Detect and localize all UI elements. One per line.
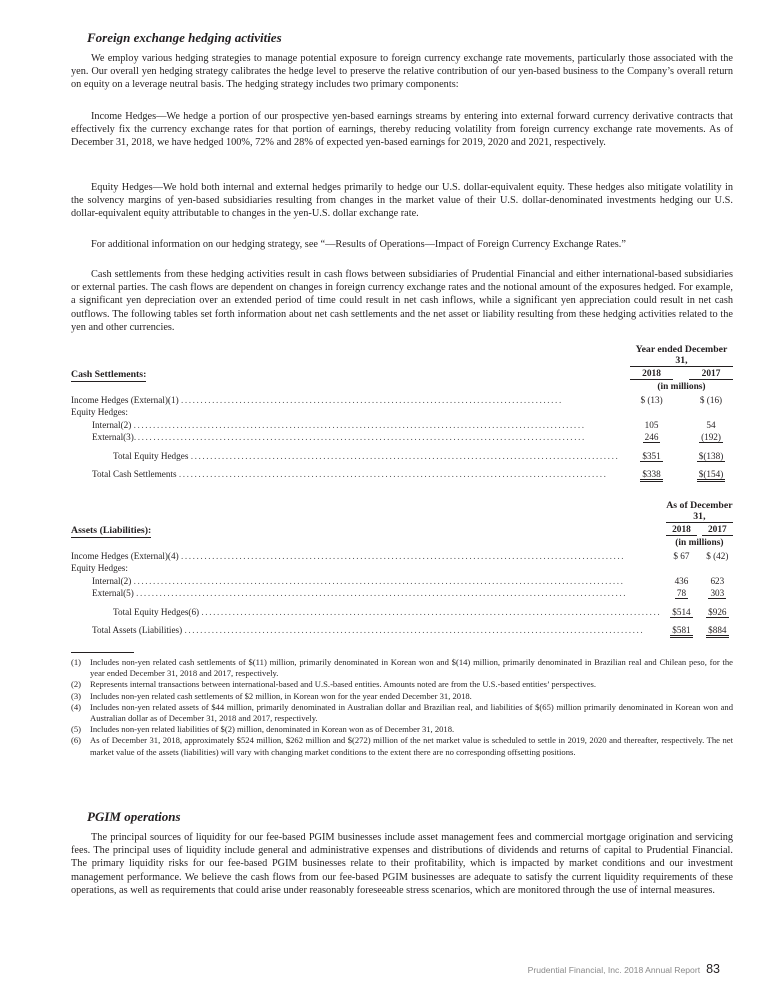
report-title: Prudential Financial, Inc. 2018 Annual Report: [527, 965, 701, 975]
value-2018: 246: [644, 432, 659, 442]
table-row: Total Assets (Liabilities) ...................................................................................................................... $581 $884: [71, 623, 733, 636]
paragraph-equity-hedges: Equity Hedges—We hold both internal and external hedges primarily to hedge our U.S. dollar-equivalent equity. These hedges also mitigate volatility in the solvency margins of yen-based subsidiaries resulting from changes in the market value of their U.S. dollar-denominated investments hedging our U.S. dollar-equivalent equity attributable to changes in the yen-U.S. dollar exchange rate.: [71, 182, 733, 220]
footnote-text: Includes non-yen related liabilities of $(2) million, denominated in Korean won as of December 31, 2018.: [90, 724, 455, 735]
footnote-number: (1): [71, 657, 82, 667]
year-header-2017: 2017: [702, 525, 733, 536]
footnote-text: Includes non-yen related cash settlements of $2 million, in Korean won for the year ended December 31, 2018.: [90, 690, 472, 701]
footnote-number: (3): [71, 690, 82, 701]
year-header-2017: 2017: [689, 369, 733, 380]
row-label: Income Hedges (External)(1): [71, 394, 179, 405]
row-label: Equity Hedges:: [71, 407, 128, 417]
value-2018: 436: [674, 575, 689, 586]
footnote: [71, 679, 733, 690]
table-row: [71, 405, 733, 418]
row-label: Total Equity Hedges: [113, 450, 189, 461]
paragraph-income-hedges: Income Hedges—We hedge a portion of our prospective yen-based earnings streams by entering into external forward currency derivative contracts that effectively fix the currency exchange rates for that portion of earnings, thereby reducing volatility from foreign currency exchange rate movements. As of December 31, 2018, we have hedged 100%, 72% and 28% of expected yen-based earnings for 2019, 2020 and 2021, respectively.: [71, 111, 733, 149]
value-2017: $(138): [698, 450, 724, 461]
row-label: Internal(2): [92, 419, 132, 430]
value-2018: $338: [640, 469, 662, 482]
year-header-2018: 2018: [666, 525, 697, 536]
footnote-text: Represents internal transactions between international-based and U.S.-based entities. Amounts noted are from the U.S.-based entities’ perspectives.: [90, 679, 597, 690]
paragraph-pgim-liquidity: The principal sources of liquidity for our fee-based PGIM businesses include asset management fees and commercial mortgage origination and servicing fees. The principal uses of liquidity include general and administrative expenses and distributions of dividends and returns of capital to Prudential Financial. The primary liquidity risks for our fee-based PGIM businesses relate to their profitability, which is impacted by market conditions and our investment management performance. We believe the cash flows from our fee-based PGIM businesses are adequate to satisfy the current liquidity requirements of these operations, as well as requirements that could arise under reasonably foreseeable stress scenarios, which are monitored through the use of internal measures.: [71, 832, 733, 896]
row-label: External(5): [92, 588, 134, 598]
footnote: [71, 724, 733, 735]
table-row: External(5) .............................................................................................................................. 78 303: [92, 588, 725, 598]
value-2018: $ (13): [640, 394, 663, 405]
table-row: [71, 561, 733, 574]
value-2018: 78: [676, 588, 687, 598]
year-header-2018: 2018: [630, 369, 673, 380]
value-2017: $926: [708, 606, 727, 617]
row-label: Internal(2): [92, 575, 132, 586]
table-row: Total Cash Settlements .............................................................................................................. $338 $(154): [71, 467, 733, 480]
value-2017: (192): [701, 432, 721, 442]
unit-label: (in millions): [675, 538, 724, 548]
period-header: Year ended December 31,: [630, 344, 733, 367]
page-number: 83: [706, 962, 720, 976]
footnote: [71, 702, 733, 724]
value-2018: $351: [642, 450, 661, 461]
table-title: Cash Settlements:: [71, 368, 147, 380]
value-2017: $(154): [697, 469, 726, 482]
footnote-number: (2): [71, 679, 82, 690]
footnote: [71, 657, 733, 679]
page-footer: [528, 962, 720, 976]
table-row: Internal(2) .............................................................................................................................. 436 623: [71, 573, 733, 586]
assets-liabilities-table: [71, 500, 733, 635]
table-row: Total Equity Hedges .............................................................................................................. $351 $(138): [113, 450, 724, 461]
table-title: Assets (Liabilities):: [71, 524, 152, 536]
value-2017: 623: [710, 575, 725, 586]
period-header: As of December 31,: [666, 500, 733, 522]
value-2018: $ 67: [673, 550, 690, 561]
footnote-number: (5): [71, 724, 82, 735]
row-label: Total Assets (Liabilities): [92, 625, 183, 635]
row-label: Total Cash Settlements: [92, 469, 177, 479]
paragraph-cash-settlements: Cash settlements from these hedging activities result in cash flows between subsidiaries of Prudential Financial and either international-based subsidiaries or external parties. The cash flows are dependent on changes in foreign currency exchange rates and the notional amount of the exposures hedged. For example, a significant yen depreciation over an extended period of time could result in net cash inflows, while a significant yen appreciation could result in net cash outflows. The following tables set forth information about net cash settlements and the net asset or liability resulting from these hedging activities related to the yen and other currencies.: [71, 269, 733, 333]
footnote-text: Includes non-yen related assets of $44 million, primarily denominated in Australian dollar and Brazilian real, and liabilities of $(65) million primarily denominated in Korean won and Australian dollar as of December 31, 2018 and 2017, respectively.: [90, 701, 733, 724]
section-title-fx-hedging: Foreign exchange hedging activities: [87, 30, 282, 45]
table-row: External(3).................................................................................................................... 246 (192): [92, 432, 721, 442]
value-2017: 54: [706, 419, 716, 430]
footnotes: [71, 657, 733, 758]
footnote: [71, 691, 733, 702]
paragraph-additional-info: For additional information on our hedging strategy, see “—Results of Operations—Impact of Foreign Currency Exchange Rates.”: [91, 239, 626, 250]
section-title-pgim: PGIM operations: [87, 809, 181, 824]
footnote-divider: [71, 652, 134, 653]
paragraph-hedging-intro: We employ various hedging strategies to manage potential exposure to foreign currency exchange rate movements, particularly those associated with the yen. Our overall yen hedging strategy calibrates the hedge level to preserve the relative contribution of our yen-based business to the Company’s overall return on equity on a leverage neutral basis. The hedging strategy includes two primary components:: [71, 53, 733, 91]
value-2017: $884: [706, 625, 728, 638]
footnote-text: As of December 31, 2018, approximately $524 million, $262 million and $(272) million of the net market value is scheduled to settle in 2019, 2020 and thereafter, respectively. The net market value of the assets (liabilities) will vary with changing market conditions to the extent there are no corresponding offsetting positions.: [90, 735, 733, 757]
table-row: Total Equity Hedges(6) ...................................................................................................................... $514 $926: [113, 606, 727, 617]
value-2018: $581: [670, 625, 692, 638]
row-label: Total Equity Hedges(6): [113, 606, 200, 617]
row-label: External(3): [92, 432, 134, 442]
table-row: Income Hedges (External)(1) .................................................................................................. $ (13) $ (16): [71, 392, 733, 405]
footnote-text: Includes non-yen related cash settlements of $(11) million, primarily denominated in Korean won and $(14) million, primarily denominated in Brazilian real and Chilean peso, for the year ended December 31, 2018 and 2017, respectively.: [90, 657, 733, 679]
row-label: Equity Hedges:: [71, 563, 128, 573]
value-2018: $514: [672, 606, 691, 617]
footnote: [71, 735, 733, 757]
footnote-number: (4): [71, 701, 82, 712]
footnote-number: (6): [71, 735, 82, 746]
value-2017: $ (16): [699, 394, 723, 405]
table-row: Income Hedges (External)(4) .................................................................................................................. $ 67 $ (42): [71, 548, 733, 561]
unit-label: (in millions): [657, 382, 706, 392]
value-2017: 303: [710, 588, 725, 598]
value-2018: 105: [644, 419, 659, 430]
row-label: Income Hedges (External)(4): [71, 550, 179, 561]
table-row: Internal(2) .................................................................................................................... 105 54: [71, 417, 733, 430]
cash-settlements-table: [71, 344, 733, 479]
value-2017: $ (42): [706, 550, 729, 561]
